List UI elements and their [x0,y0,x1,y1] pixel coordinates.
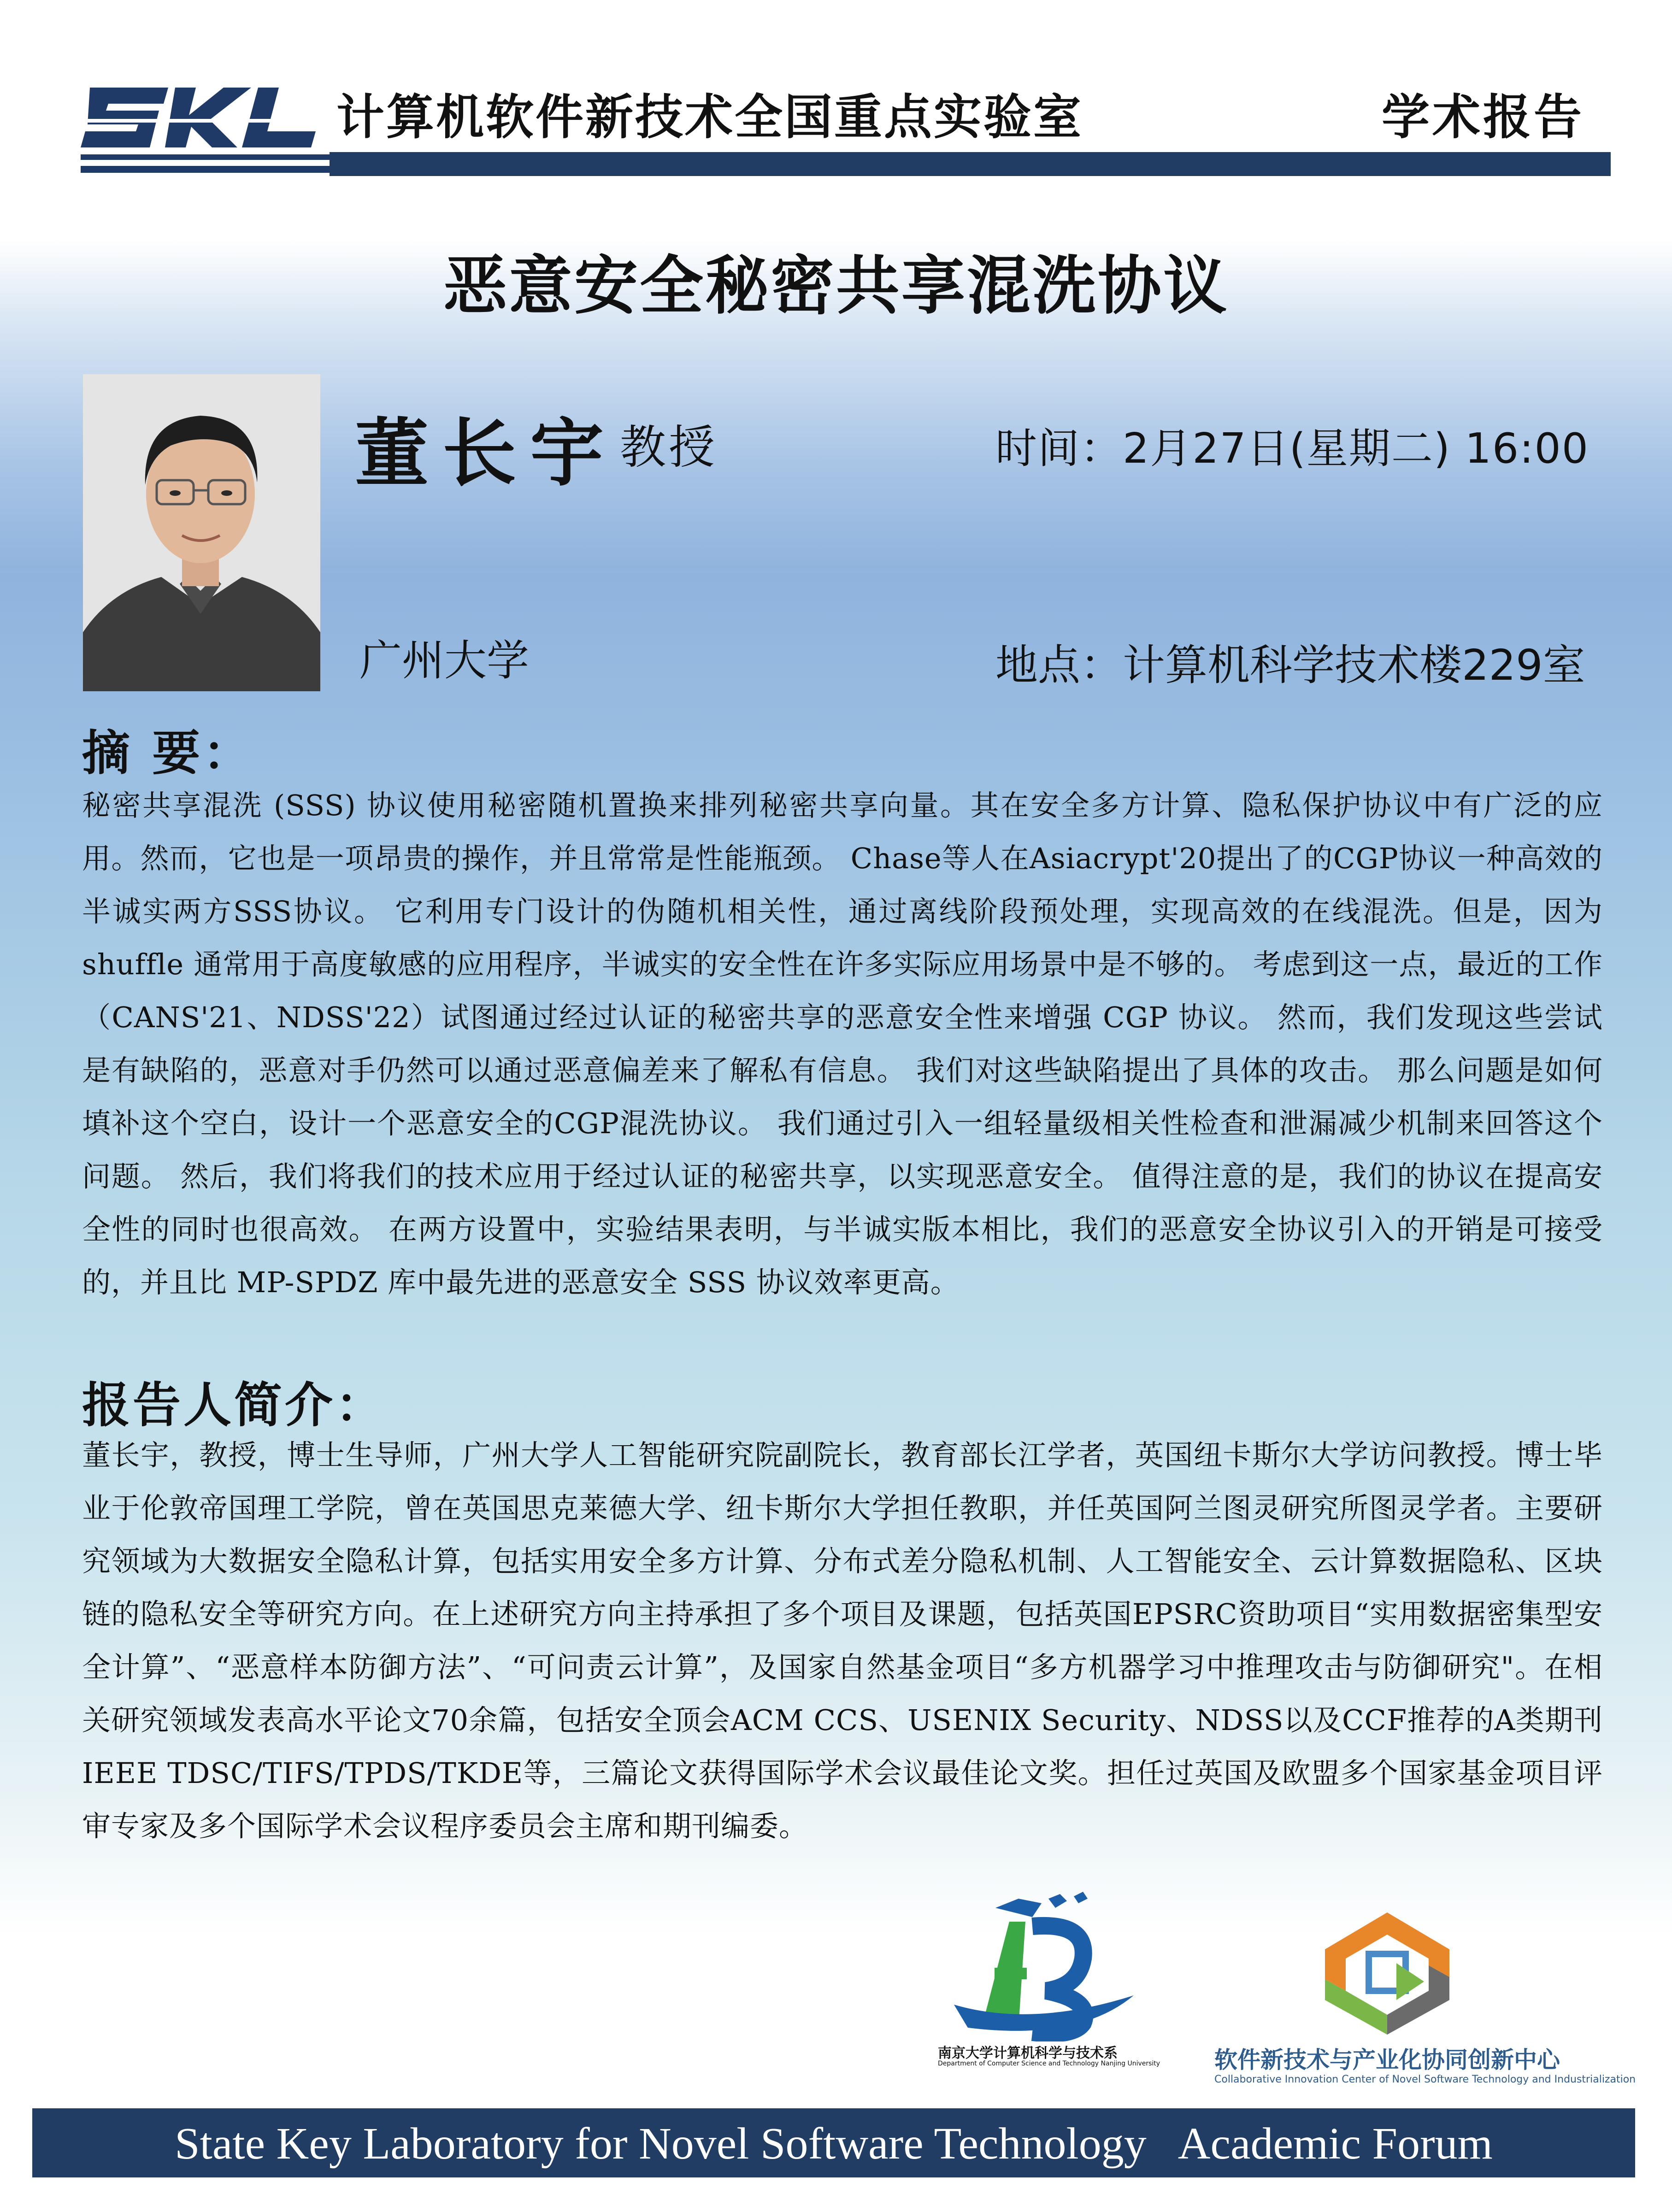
cs-department-logo [940,1889,1152,2041]
speaker-photo [83,374,320,691]
skl-logo [81,78,330,180]
speaker-name: 董长宇 [355,410,618,496]
header-bar [330,152,1611,176]
talk-time: 时间：2月27日(星期二) 16:00 [995,424,1589,473]
speaker-title: 教授 [620,420,718,474]
abstract-heading: 摘 要： [82,725,254,781]
talk-title: 恶意安全秘密共享混洗协议 [443,249,1229,323]
cs-department-name-en: Department of Computer Science and Technology Nanjing University [938,2060,1160,2067]
bio-heading: 报告人简介： [82,1377,387,1433]
speaker-affiliation: 广州大学 [359,636,530,685]
abstract-text: 秘密共享混洗 (SSS) 协议使用秘密随机置换来排列秘密共享向量。其在安全多方计算、隐私保护协议中有广泛的应用。然而，它也是一项昂贵的操作，并且常常是性能瓶颈。 Chase等人在Asiacrypt'20提出了的CGP协议一种高效的半诚实两方SSS协议。 它利用专门设计的伪随机相关性，通过离线阶段预处理，实现高效的在线混洗。但是，因为 shuffle 通常用于高度敏感的应用程序，半诚实的安全性在许多实际应用场景中是不够的。 考虑到这一点，最近的工作（CANS'21、NDSS'22）试图通过经过认证的秘密共享的恶意安全性来增强 CGP 协议。 然而，我们发现这些尝试是有缺陷的，恶意对手仍然可以通过恶意偏差来了解私有信息。 我们对这些缺陷提出了具体的攻击。 那么问题是如何填补这个空白，设计一个恶意安全的CGP混洗协议。 我们通过引入一组轻量级相关性检查和泄漏减少机制来回答这个问题。 然后，我们将我们的技术应用于经过认证的秘密共享，以实现恶意安全。 值得注意的是，我们的协议在提高安全性的同时也很高效。 在两方设置中，实验结果表明，与半诚实版本相比，我们的恶意安全协议引入的开销是可接受的，并且比 MP-SPDZ 库中最先进的恶意安全 SSS 协议效率更高。 [82,788,1603,1299]
cs-department-name: 南京大学计算机科学与技术系 [938,2045,1118,2061]
collab-center-name-en: Collaborative Innovation Center of Novel Software Technology and Industrialization [1214,2074,1636,2085]
collab-center-logo [1318,1908,1456,2037]
bio-text: 董长宇，教授，博士生导师，广州大学人工智能研究院副院长，教育部长江学者，英国纽卡斯尔大学访问教授。博士毕业于伦敦帝国理工学院，曾在英国思克莱德大学、纽卡斯尔大学担任教职，并任英国阿兰图灵研究所图灵学者。主要研究领域为大数据安全隐私计算，包括实用安全多方计算、分布式差分隐私机制、人工智能安全、云计算数据隐私、区块链的隐私安全等研究方向。在上述研究方向主持承担了多个项目及课题，包括英国EPSRC资助项目“实用数据密集型安全计算”、“恶意样本防御方法”、“可问责云计算”，及国家自然基金项目“多方机器学习中推理攻击与防御研究"。在相关研究领域发表高水平论文70余篇，包括安全顶会ACM CCS、USENIX Security、NDSS以及CCF推荐的A类期刊IEEE TDSC/TIFS/TPDS/TKDE等，三篇论文获得国际学术会议最佳论文奖。担任过英国及欧盟多个国家基金项目评审专家及多个国际学术会议程序委员会主席和期刊编委。 [82,1438,1603,1843]
talk-location: 地点：计算机科学技术楼229室 [995,641,1585,690]
lab-name: 计算机软件新技术全国重点实验室 [336,89,1083,145]
footer-text: State Key Laboratory for Novel Software Technology Academic Forum [175,2119,1493,2169]
collab-center-name: 软件新技术与产业化协同创新中心 [1214,2047,1560,2073]
speaker-portrait [83,374,320,691]
header-label: 学术报告 [1381,89,1584,145]
